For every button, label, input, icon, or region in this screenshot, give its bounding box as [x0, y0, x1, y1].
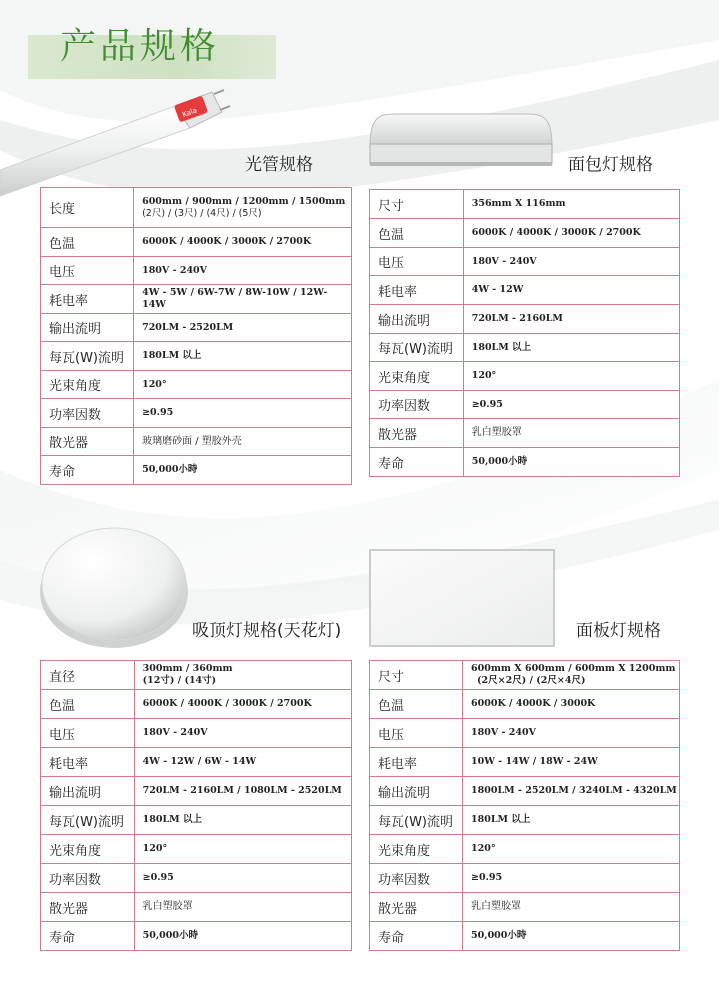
spec-value: 180LM 以上	[134, 342, 352, 371]
spec-value: 1800LM - 2520LM / 3240LM - 4320LM	[463, 777, 680, 806]
tube-section-title: 光管规格	[245, 155, 313, 175]
spec-value: 356mm X 116mm	[463, 190, 679, 219]
spec-key: 功率因数	[370, 864, 463, 893]
spec-value: 50,000小時	[463, 448, 679, 477]
spec-key: 每瓦(W)流明	[41, 342, 134, 371]
spec-key: 每瓦(W)流明	[370, 334, 464, 362]
spec-key: 光束角度	[41, 835, 135, 864]
spec-key: 输出流明	[370, 777, 463, 806]
spec-value: 乳白塑胶罩	[134, 893, 351, 922]
spec-value: 4W - 12W / 6W - 14W	[134, 748, 351, 777]
spec-key: 耗电率	[370, 748, 463, 777]
spec-value: 120°	[134, 371, 352, 399]
spec-value: 720LM - 2160LM	[463, 305, 679, 334]
spec-value	[134, 188, 352, 228]
spec-key: 散光器	[370, 893, 463, 922]
spec-value: 4W - 12W	[463, 276, 679, 305]
spec-value-line1: 600mm / 900mm / 1200mm / 1500mm	[142, 195, 346, 207]
spec-value: 乳白塑胶罩	[463, 893, 680, 922]
spec-value: 50,000小時	[134, 456, 352, 485]
panel-spec-table	[369, 660, 680, 951]
spec-key: 输出流明	[41, 777, 135, 806]
spec-key: 功率因数	[370, 391, 464, 419]
spec-value: ≥0.95	[134, 399, 352, 428]
page-title: 产品规格	[60, 26, 221, 67]
spec-value: 6000K / 4000K / 3000K / 2700K	[134, 228, 352, 257]
spec-value: 720LM - 2520LM	[134, 314, 352, 342]
spec-value: ≥0.95	[463, 391, 679, 419]
spec-key: 散光器	[370, 419, 464, 448]
bread-section-title: 面包灯规格	[568, 155, 653, 175]
tube-spec-table	[40, 187, 352, 485]
bread-spec-table	[369, 189, 680, 477]
spec-value: ≥0.95	[463, 864, 680, 893]
spec-key: 色温	[41, 228, 134, 257]
spec-value: 乳白塑胶罩	[463, 419, 679, 448]
spec-value: 120°	[463, 362, 679, 391]
spec-key: 功率因数	[41, 399, 134, 428]
spec-key: 寿命	[41, 922, 135, 951]
spec-row	[41, 188, 352, 228]
spec-value: 180V - 240V	[134, 257, 352, 285]
spec-key: 光束角度	[370, 835, 463, 864]
spec-key: 每瓦(W)流明	[370, 806, 463, 835]
spec-key: 光束角度	[370, 362, 464, 391]
spec-value-line1: 600mm X 600mm / 600mm X 1200mm	[471, 663, 676, 674]
spec-key: 耗电率	[41, 285, 134, 314]
spec-key: 光束角度	[41, 371, 134, 399]
spec-key: 尺寸	[370, 190, 464, 219]
spec-value: 10W - 14W / 18W - 24W	[463, 748, 680, 777]
spec-value: 50,000小時	[463, 922, 680, 951]
spec-value	[134, 661, 351, 690]
spec-value: 180LM 以上	[463, 334, 679, 362]
spec-key: 电压	[41, 257, 134, 285]
spec-key: 色温	[370, 219, 464, 248]
spec-key: 耗电率	[41, 748, 135, 777]
spec-value-line2: (12寸) / (14寸)	[142, 675, 217, 686]
spec-key: 寿命	[370, 448, 464, 477]
spec-key: 电压	[41, 719, 135, 748]
spec-value: 120°	[463, 835, 680, 864]
spec-value: 180LM 以上	[134, 806, 351, 835]
spec-key: 寿命	[41, 456, 134, 485]
spec-key: 散光器	[41, 893, 135, 922]
spec-value: 120°	[134, 835, 351, 864]
bread-lamp-image	[366, 108, 556, 170]
spec-value: ≥0.95	[134, 864, 351, 893]
spec-key: 尺寸	[370, 661, 463, 690]
spec-key: 色温	[41, 690, 135, 719]
spec-value-line2: (2尺×2尺) / (2尺×4尺)	[477, 675, 586, 686]
ceiling-lamp-image	[38, 522, 190, 650]
spec-value: 6000K / 4000K / 3000K	[463, 690, 680, 719]
spec-value: 玻璃磨砂面 / 塑胶外壳	[134, 428, 352, 456]
spec-key: 寿命	[370, 922, 463, 951]
led-tube-image	[0, 88, 250, 198]
panel-lamp-image	[368, 548, 556, 648]
spec-key: 散光器	[41, 428, 134, 456]
spec-key: 电压	[370, 248, 464, 276]
spec-value: 6000K / 4000K / 3000K / 2700K	[134, 690, 351, 719]
ceiling-spec-table	[40, 660, 352, 951]
spec-key: 色温	[370, 690, 463, 719]
spec-value-line1: 300mm / 360mm	[142, 663, 233, 674]
spec-key: 输出流明	[41, 314, 134, 342]
spec-value: 50,000小時	[134, 922, 351, 951]
spec-key: 每瓦(W)流明	[41, 806, 135, 835]
spec-key: 输出流明	[370, 305, 464, 334]
spec-value: 180LM 以上	[463, 806, 680, 835]
spec-key: 长度	[41, 188, 134, 228]
spec-value: 180V - 240V	[463, 248, 679, 276]
spec-value: 4W - 5W / 6W-7W / 8W-10W / 12W-14W	[134, 285, 352, 314]
spec-value: 720LM - 2160LM / 1080LM - 2520LM	[134, 777, 351, 806]
panel-section-title: 面板灯规格	[576, 621, 661, 641]
spec-key: 直径	[41, 661, 135, 690]
spec-value-line2: (2尺) / (3尺) / (4尺) / (5尺)	[142, 207, 262, 219]
spec-key: 耗电率	[370, 276, 464, 305]
spec-key: 电压	[370, 719, 463, 748]
spec-value: 180V - 240V	[463, 719, 680, 748]
spec-value: 6000K / 4000K / 3000K / 2700K	[463, 219, 679, 248]
ceiling-section-title: 吸顶灯规格(天花灯)	[192, 621, 342, 641]
logo-text: Kala	[181, 106, 199, 119]
spec-key: 功率因数	[41, 864, 135, 893]
spec-value: 180V - 240V	[134, 719, 351, 748]
spec-value	[463, 661, 680, 690]
